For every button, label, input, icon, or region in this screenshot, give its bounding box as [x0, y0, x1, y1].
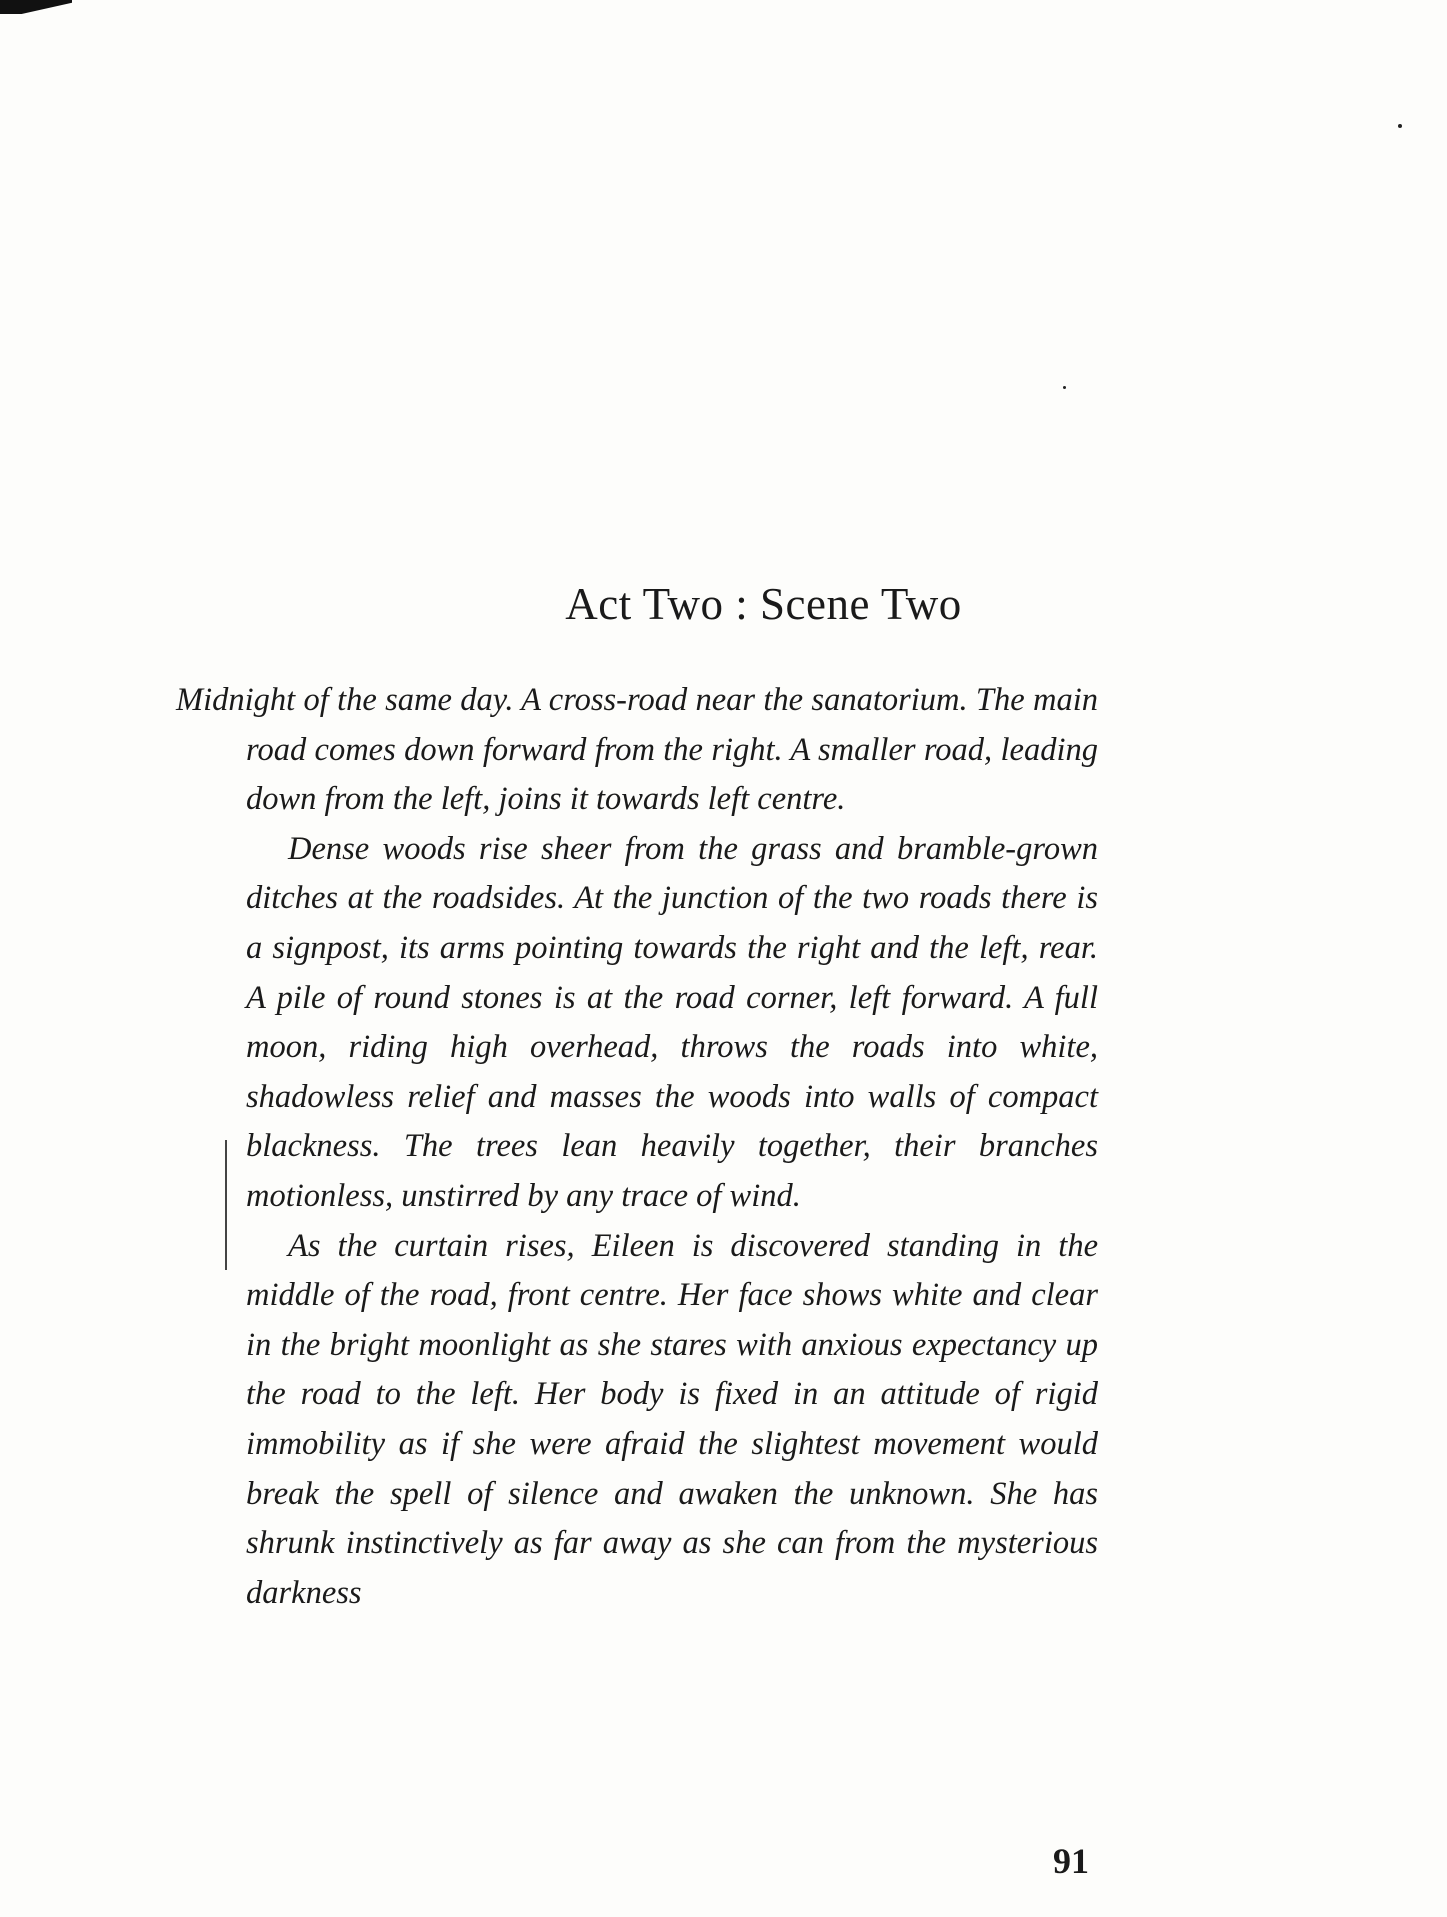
stage-directions [176, 676, 1098, 1618]
scan-corner-mark [0, 0, 72, 14]
page-number: 91 [1053, 1841, 1089, 1881]
scan-speck [1398, 124, 1402, 128]
paragraph: Dense woods rise sheer from the grass and bramble-grown ditches at the roadsides. At the junction of the two roads there is a signpost, its arms pointing towards the right and the left, rear. A pile of round stones is at the road corner, left forward. A full moon, riding high overhead, throws the roads into white, shadowless relief and masses the woods into walls of compact blackness. The trees lean heavily together, their branches motionless, unstirred by any trace of wind. [246, 830, 1098, 1214]
paragraph: Midnight of the same day. A cross-road near the sanatorium. The main road comes down forward from the right. A smaller road, leading down from the left, joins it towards left centre. [176, 682, 1098, 818]
margin-line [225, 1140, 227, 1270]
scan-speck [1063, 386, 1066, 389]
paragraph: As the curtain rises, Eileen is discovered standing in the middle of the road, front centre. Her face shows white and clear in the bright moonlight as she stares with anxious expectancy up the road to the left. Her body is fixed in an attitude of rigid immobility as if she were afraid the slightest movement would break the spell of silence and awaken the unknown. She has shrunk instinctively as far away as she can from the mysterious darkness [246, 1227, 1098, 1611]
scene-title: Act Two : Scene Two [565, 579, 962, 629]
